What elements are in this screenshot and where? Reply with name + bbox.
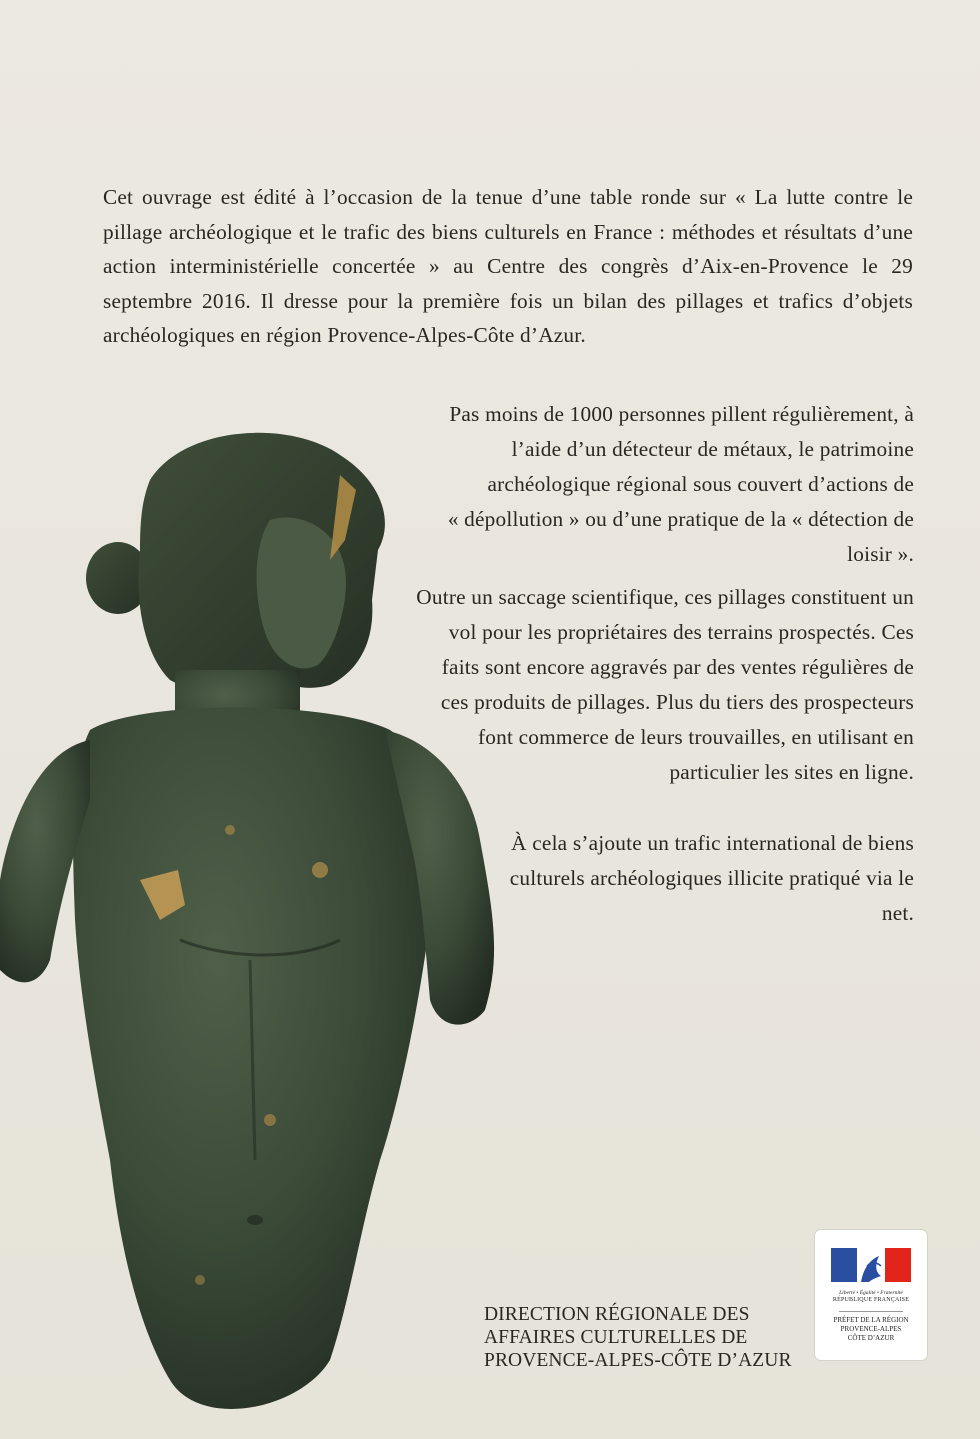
divider (839, 1311, 903, 1312)
republic-text: RÉPUBLIQUE FRANÇAISE (832, 1297, 910, 1303)
prefet-line: PROVENCE-ALPES (840, 1325, 902, 1333)
paragraph-scientific-damage: Outre un saccage scientifique, ces pillages constituent un vol pour les propriétaires des terrains prospectés. Ces faits sont encore aggravés par des ventes régulières de ces produits de pillages. Plus du tiers des prospecteurs font commerce de leurs trouvailles, en utilisant en particulier les sites en ligne. (416, 585, 914, 784)
publisher-line: DIRECTION RÉGIONALE DES (484, 1304, 750, 1325)
publisher-line: PROVENCE-ALPES-CÔTE D’AZUR (484, 1350, 792, 1371)
paragraph-international-trafficking: À cela s’ajoute un trafic international de biens culturels archéologiques illicite pratiqué via le net. (509, 831, 914, 925)
prefet-text (815, 1316, 927, 1343)
paragraph-looting-count: Pas moins de 1000 personnes pillent régulièrement, à l’aide d’un détecteur de métaux, le patrimoine archéologique régional sous couvert d’actions de « dépollution » ou d’une pratique de la « détection de loisir ». (447, 402, 914, 566)
motto-text: Liberté • Égalité • Fraternité (839, 1290, 903, 1296)
marianne-flag-icon (831, 1242, 911, 1290)
bronze-statue-image (0, 400, 520, 1439)
prefet-line: PRÉFET DE LA RÉGION (833, 1316, 909, 1324)
intro-paragraph: Cet ouvrage est édité à l’occasion de la tenue d’une table ronde sur « La lutte contre le pillage archéologique et le trafic des biens culturels en France : méthodes et résultats d’une action interministérielle concertée » au Centre des congrès d’Aix-en-Provence le 29 septembre 2016. Il dresse pour la première fois un bilan des pillages et trafics d’objets archéologiques en région Provence-Alpes-Côte d’Azur. (103, 185, 913, 347)
publisher-block (484, 1303, 792, 1372)
publisher-line: AFFAIRES CULTURELLES DE (484, 1327, 748, 1348)
prefecture-logo (815, 1230, 927, 1360)
prefet-line: CÔTE D’AZUR (847, 1334, 895, 1342)
